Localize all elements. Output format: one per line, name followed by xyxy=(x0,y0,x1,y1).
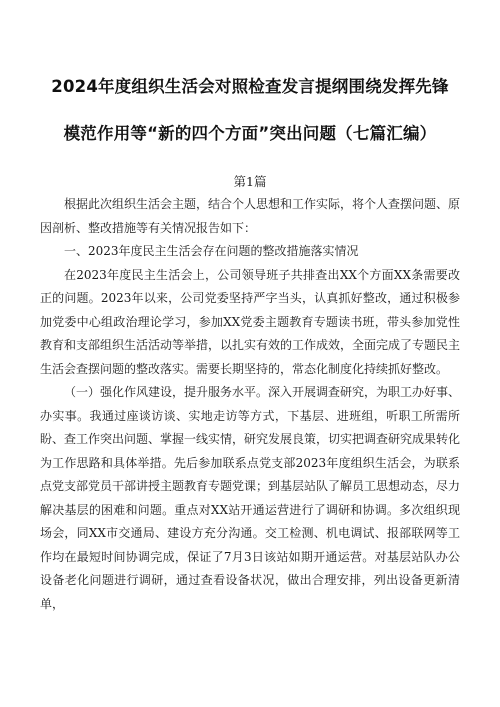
title-line-1: 2024年度组织生活会对照检查发言提纲围绕发挥先锋 xyxy=(51,77,449,96)
paragraph-item-1: （一）强化作风建设，提升服务水平。深入开展调查研究，为职工办好事、办实事。我通过座谈访谈、实地走访等方式，下基层、进班组，听职工所需所盼、查工作突出问题、掌握一线实情，研究发展良策，切实把调查研究成果转化为工作思路和具体举措。先后参加联系点党支部2023年度组织生活会，为联系点党支部党员干部讲授主题教育专题党课；到基层站队了解员工思想动态，尽力解决基层的困难和问题。重点对XX站开通运营进行了调研和协调。多次组织现场会，同XX市交通局、建设方充分沟通。交工检测、机电调试、报部联网等工作均在最短时间协调完成，保证了7月3日该站如期开通运营。对基层站队办公设备老化问题进行调研，通过查看设备状况，做出合理安排，列出设备更新清单， xyxy=(40,385,461,611)
document-title xyxy=(20,63,480,157)
title-line-2: 模范作用等“新的四个方面”突出问题（七篇汇编） xyxy=(63,124,437,143)
section-label: 第1篇 xyxy=(233,174,267,189)
document-body xyxy=(40,193,460,616)
paragraph-heading-1: 一、2023年度民主生活会存在问题的整改措施落实情况 xyxy=(64,244,359,258)
paragraph-rectification: 在2023年度民主生活会上，公司领导班子共排查出XX个方面XX条需要改正的问题。2023年以来，公司党委坚持严字当头，认真抓好整改，通过积极参加党委中心组政治理论学习，参加XX党委主题教育专题读书班，带头参加党性教育和支部组织生活活动等举措，以扎实有效的工作成效，全面完成了专题民主生活会查摆问题的整改落实。需要长期坚持的，常态化制度化持续抓好整改。 xyxy=(40,267,461,376)
paragraph-intro: 根据此次组织生活会主题，结合个人思想和工作实际，将个人查摆问题、原因剖析、整改措施等有关情况报告如下： xyxy=(40,197,461,235)
